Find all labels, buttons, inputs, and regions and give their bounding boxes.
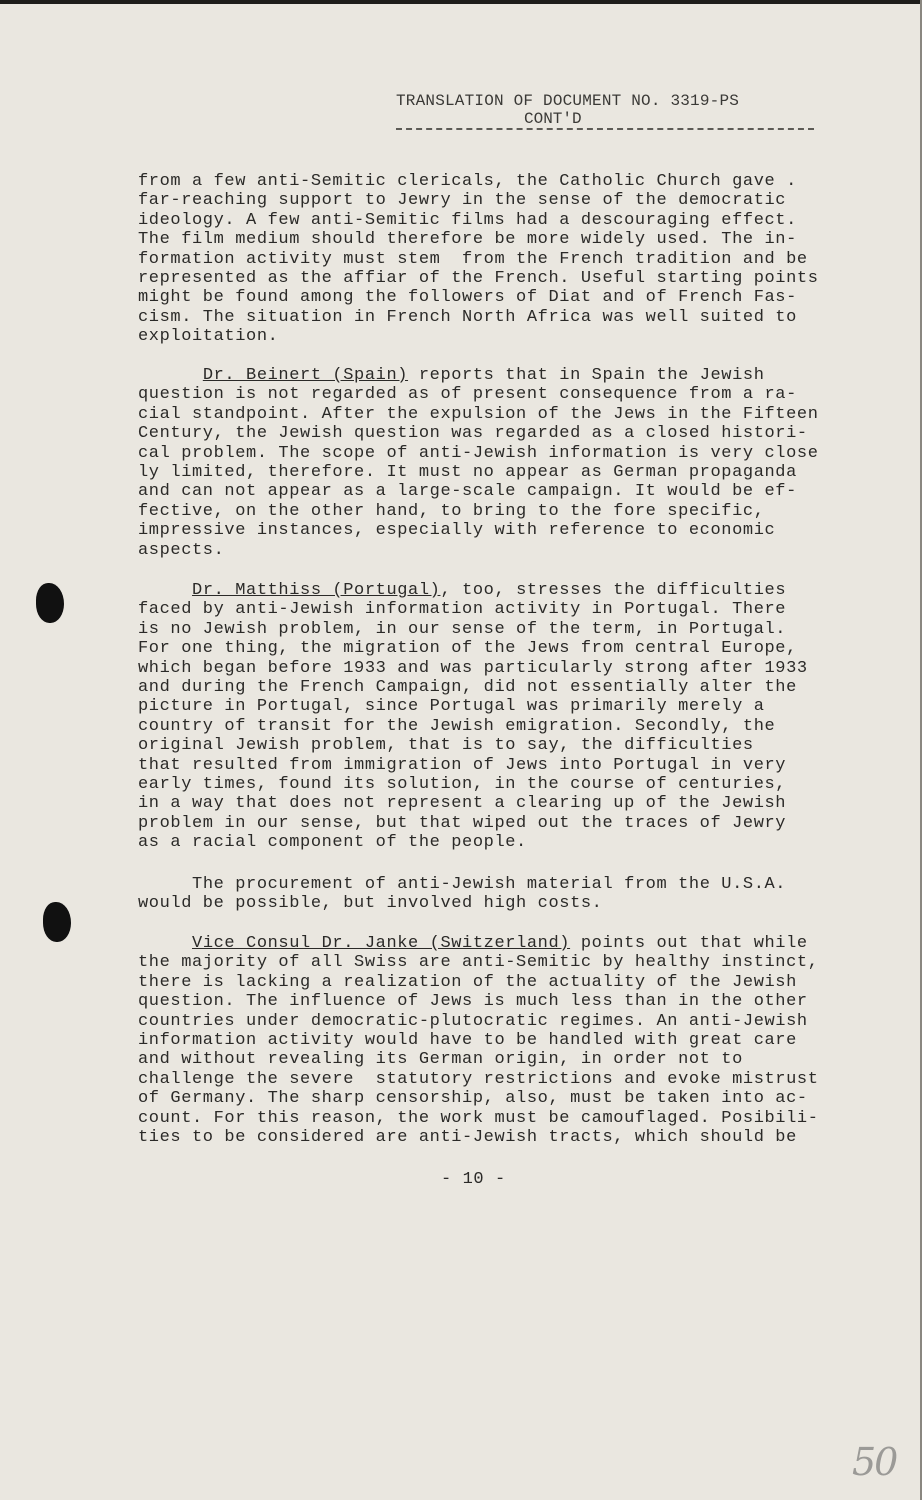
first-line-text: The procurement of anti-Jewish material from the U.S.A.	[192, 875, 787, 894]
text-line: there is lacking a realization of the actuality of the Jewish	[138, 972, 797, 992]
text-line: challenge the severe statutory restrictions and evoke mistrust	[138, 1069, 819, 1089]
paragraph-first-line	[138, 581, 808, 600]
text-line: cal problem. The scope of anti-Jewish information is very close	[138, 443, 819, 463]
text-line: countries under democratic-plutocratic regimes. An anti-Jewish	[138, 1011, 808, 1031]
text-line: might be found among the followers of Diat and of French Fas-	[138, 288, 797, 308]
paragraph-france	[138, 172, 819, 347]
text-line: from a few anti-Semitic clericals, the Catholic Church gave .	[138, 172, 797, 191]
first-line-rest: , too, stresses the difficulties	[440, 581, 787, 600]
text-line: information activity would have to be handled with great care	[138, 1031, 797, 1051]
text-line: which began before 1933 and was particularly strong after 1933	[138, 658, 808, 678]
heading-dashed-rule	[396, 128, 814, 130]
text-line: For one thing, the migration of the Jews from central Europe,	[138, 639, 797, 659]
page-top-edge	[0, 0, 922, 4]
text-line: far-reaching support to Jewry in the sense of the democratic	[138, 191, 787, 211]
text-line: is no Jewish problem, in our sense of the term, in Portugal.	[138, 619, 787, 639]
text-line: of Germany. The sharp censorship, also, must be taken into ac-	[138, 1089, 808, 1109]
text-line: Century, the Jewish question was regarded as a closed histori-	[138, 424, 808, 444]
text-line: and can not appear as a large-scale campaign. It would be ef-	[138, 482, 797, 502]
paragraph-first-line	[138, 934, 819, 953]
paragraph-spain	[138, 366, 819, 560]
text-line: cism. The situation in French North Africa was well suited to	[138, 307, 797, 327]
text-line: faced by anti-Jewish information activity in Portugal. There	[138, 600, 787, 620]
text-line: formation activity must stem from the French tradition and be	[138, 249, 808, 269]
text-line: as a racial component of the people.	[138, 833, 527, 853]
document-heading	[396, 92, 816, 128]
speaker-name: Vice Consul Dr. Janke (Switzerland)	[192, 934, 571, 953]
page-number: - 10 -	[441, 1170, 506, 1189]
text-line: and during the French Campaign, did not essentially alter the	[138, 678, 797, 698]
text-line: picture in Portugal, since Portugal was primarily merely a	[138, 697, 765, 717]
paragraph-portugal	[138, 581, 808, 853]
text-line: ideology. A few anti-Semitic films had a descouraging effect.	[138, 210, 797, 230]
heading-title: TRANSLATION OF DOCUMENT NO. 3319-PS	[396, 92, 740, 110]
paragraph-first-line	[138, 366, 819, 385]
speaker-name: Dr. Matthiss (Portugal)	[192, 581, 441, 600]
text-line: exploitation.	[138, 327, 279, 347]
text-line: ly limited, therefore. It must no appear as German propaganda	[138, 463, 797, 483]
paragraph-switzerland	[138, 934, 819, 1147]
text-line: The film medium should therefore be more widely used. The in-	[138, 230, 797, 250]
text-line: question. The influence of Jews is much less than in the other	[138, 992, 808, 1012]
text-line: cial standpoint. After the expulsion of the Jews in the Fifteen	[138, 404, 819, 424]
punch-hole-upper	[36, 583, 64, 623]
paragraph-first-line	[138, 875, 786, 894]
text-line: impressive instances, especially with reference to economic	[138, 521, 776, 541]
text-line: ties to be considered are anti-Jewish tracts, which should be	[138, 1128, 797, 1148]
text-line: would be possible, but involved high costs.	[138, 894, 603, 914]
text-line: original Jewish problem, that is to say, the difficulties	[138, 736, 754, 756]
first-line-rest: reports that in Spain the Jewish	[408, 366, 765, 385]
text-line: and without revealing its German origin, in order not to	[138, 1050, 743, 1070]
text-line: question is not regarded as of present consequence from a ra-	[138, 385, 797, 405]
paragraph-usa-procurement	[138, 875, 786, 914]
text-line: early times, found its solution, in the course of centuries,	[138, 775, 787, 795]
text-line: country of transit for the Jewish emigration. Secondly, the	[138, 716, 776, 736]
first-line-rest: points out that while	[570, 934, 808, 953]
speaker-name: Dr. Beinert (Spain)	[202, 366, 409, 385]
handwritten-page-number: 50	[852, 1440, 897, 1484]
text-line: that resulted from immigration of Jews into Portugal in very	[138, 755, 787, 775]
text-line: the majority of all Swiss are anti-Semitic by healthy instinct,	[138, 953, 819, 973]
heading-subtitle: CONT'D	[524, 110, 582, 128]
text-line: fective, on the other hand, to bring to the fore specific,	[138, 501, 765, 521]
text-line: aspects.	[138, 540, 225, 560]
text-line: represented as the affiar of the French. Useful starting points	[138, 269, 819, 289]
text-line: in a way that does not represent a clearing up of the Jewish	[138, 794, 787, 814]
punch-hole-lower	[43, 902, 71, 942]
text-line: problem in our sense, but that wiped out the traces of Jewry	[138, 813, 787, 833]
text-line: count. For this reason, the work must be camouflaged. Posibili-	[138, 1108, 819, 1128]
